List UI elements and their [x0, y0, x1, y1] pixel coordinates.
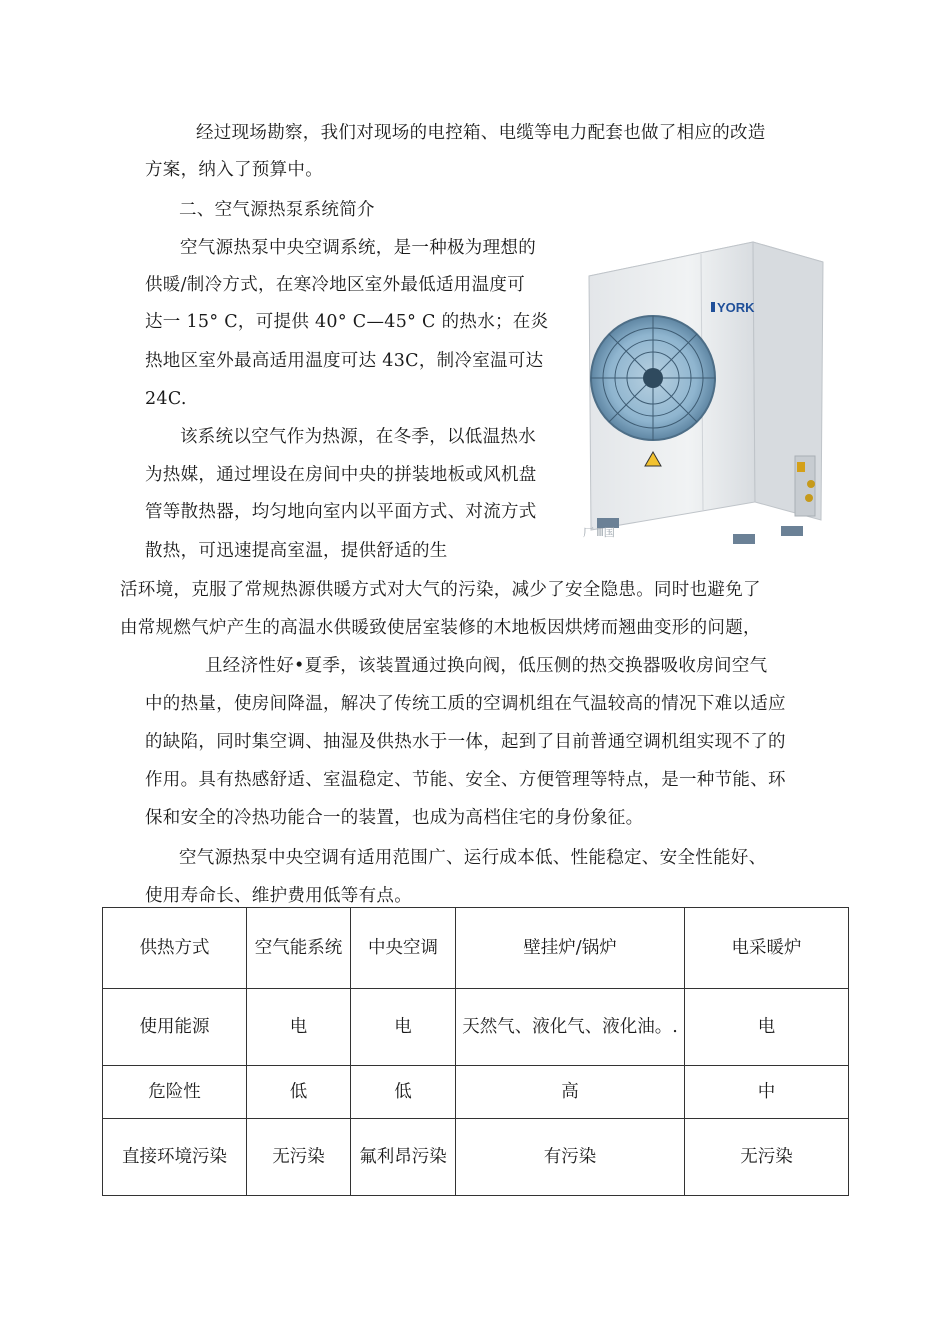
table-cell: 高: [456, 1066, 685, 1119]
paragraph-line: 管等散热器，均匀地向室内以平面方式、对流方式: [145, 502, 537, 522]
section-heading: 二、空气源热泵系统简介: [179, 200, 375, 220]
heat-pump-unit-image: [583, 240, 825, 558]
paragraph-line: 活环境，克服了常规热源供暖方式对大气的污染，减少了安全隐患。同时也避免了: [120, 580, 761, 600]
paragraph-line: 热地区室外最高适用温度可达 43C，制冷室温可达: [145, 351, 544, 371]
table-cell: 有污染: [456, 1119, 685, 1196]
paragraph-line: 为热媒，通过埋设在房间中央的拼装地板或风机盘: [145, 465, 537, 485]
table-cell: 电: [685, 989, 849, 1066]
table-cell: 无污染: [247, 1119, 351, 1196]
paragraph-line: 由常规燃气炉产生的高温水供暖致使居室装修的木地板因烘烤而翘曲变形的问题，: [120, 618, 761, 638]
paragraph-line: 的缺陷，同时集空调、抽湿及供热水于一体，起到了目前普通空调机组实现不了的: [145, 732, 786, 752]
table-row: [103, 1066, 849, 1119]
table-cell: 供热方式: [103, 908, 247, 989]
paragraph-line: 达一 15° C，可提供 40° C—45° C 的热水；在炎: [145, 312, 549, 332]
table-cell: 天然气、液化气、液化油。.: [456, 989, 685, 1066]
table-cell: 电采暖炉: [685, 908, 849, 989]
paragraph-line: 中的热量，使房间降温，解决了传统工质的空调机组在气温较高的情况下难以适应: [145, 694, 786, 714]
paragraph-line: 且经济性好•夏季，该装置通过换向阀，低压侧的热交换器吸收房间空气: [205, 656, 768, 676]
table-cell: 中央空调: [351, 908, 456, 989]
comparison-table: [102, 907, 849, 1196]
paragraph-line: 供暖/制冷方式，在寒冷地区室外最低适用温度可: [145, 275, 525, 295]
table-cell: 氟利昂污染: [351, 1119, 456, 1196]
table-cell: 低: [247, 1066, 351, 1119]
table-cell: 直接环境污染: [103, 1119, 247, 1196]
paragraph-line: 保和安全的冷热功能合一的装置，也成为高档住宅的身份象征。: [145, 808, 644, 828]
table-cell: 无污染: [685, 1119, 849, 1196]
york-logo: YORK: [717, 300, 755, 315]
fan-guard-icon: [591, 316, 715, 440]
paragraph-line: 方案，纳入了预算中。: [145, 160, 323, 180]
paragraph-line: 24C.: [145, 389, 187, 409]
table-cell: 中: [685, 1066, 849, 1119]
table-cell: 电: [351, 989, 456, 1066]
paragraph-line: 空气源热泵中央空调系统，是一种极为理想的: [180, 238, 536, 258]
paragraph-line: 空气源热泵中央空调有适用范围广、运行成本低、性能稳定、安全性能好、: [179, 848, 767, 868]
paragraph-line: 经过现场勘察，我们对现场的电控箱、电缆等电力配套也做了相应的改造: [196, 123, 766, 143]
table-cell: 危险性: [103, 1066, 247, 1119]
table-cell: 空气能系统: [247, 908, 351, 989]
paragraph-line: 散热，可迅速提高室温，提供舒适的生: [145, 541, 448, 561]
table-row: [103, 1119, 849, 1196]
table-row: [103, 908, 849, 989]
table-cell: 使用能源: [103, 989, 247, 1066]
paragraph-line: 该系统以空气作为热源，在冬季，以低温热水: [180, 427, 536, 447]
table-cell: 壁挂炉/锅炉: [456, 908, 685, 989]
watermark: 厂 Ⅲ国: [583, 527, 615, 539]
table-row: [103, 989, 849, 1066]
table-cell: 低: [351, 1066, 456, 1119]
table-cell: 电: [247, 989, 351, 1066]
paragraph-line: 使用寿命长、维护费用低等有点。: [145, 886, 412, 906]
paragraph-line: 作用。具有热感舒适、室温稳定、节能、安全、方便管理等特点，是一种节能、环: [145, 770, 786, 790]
